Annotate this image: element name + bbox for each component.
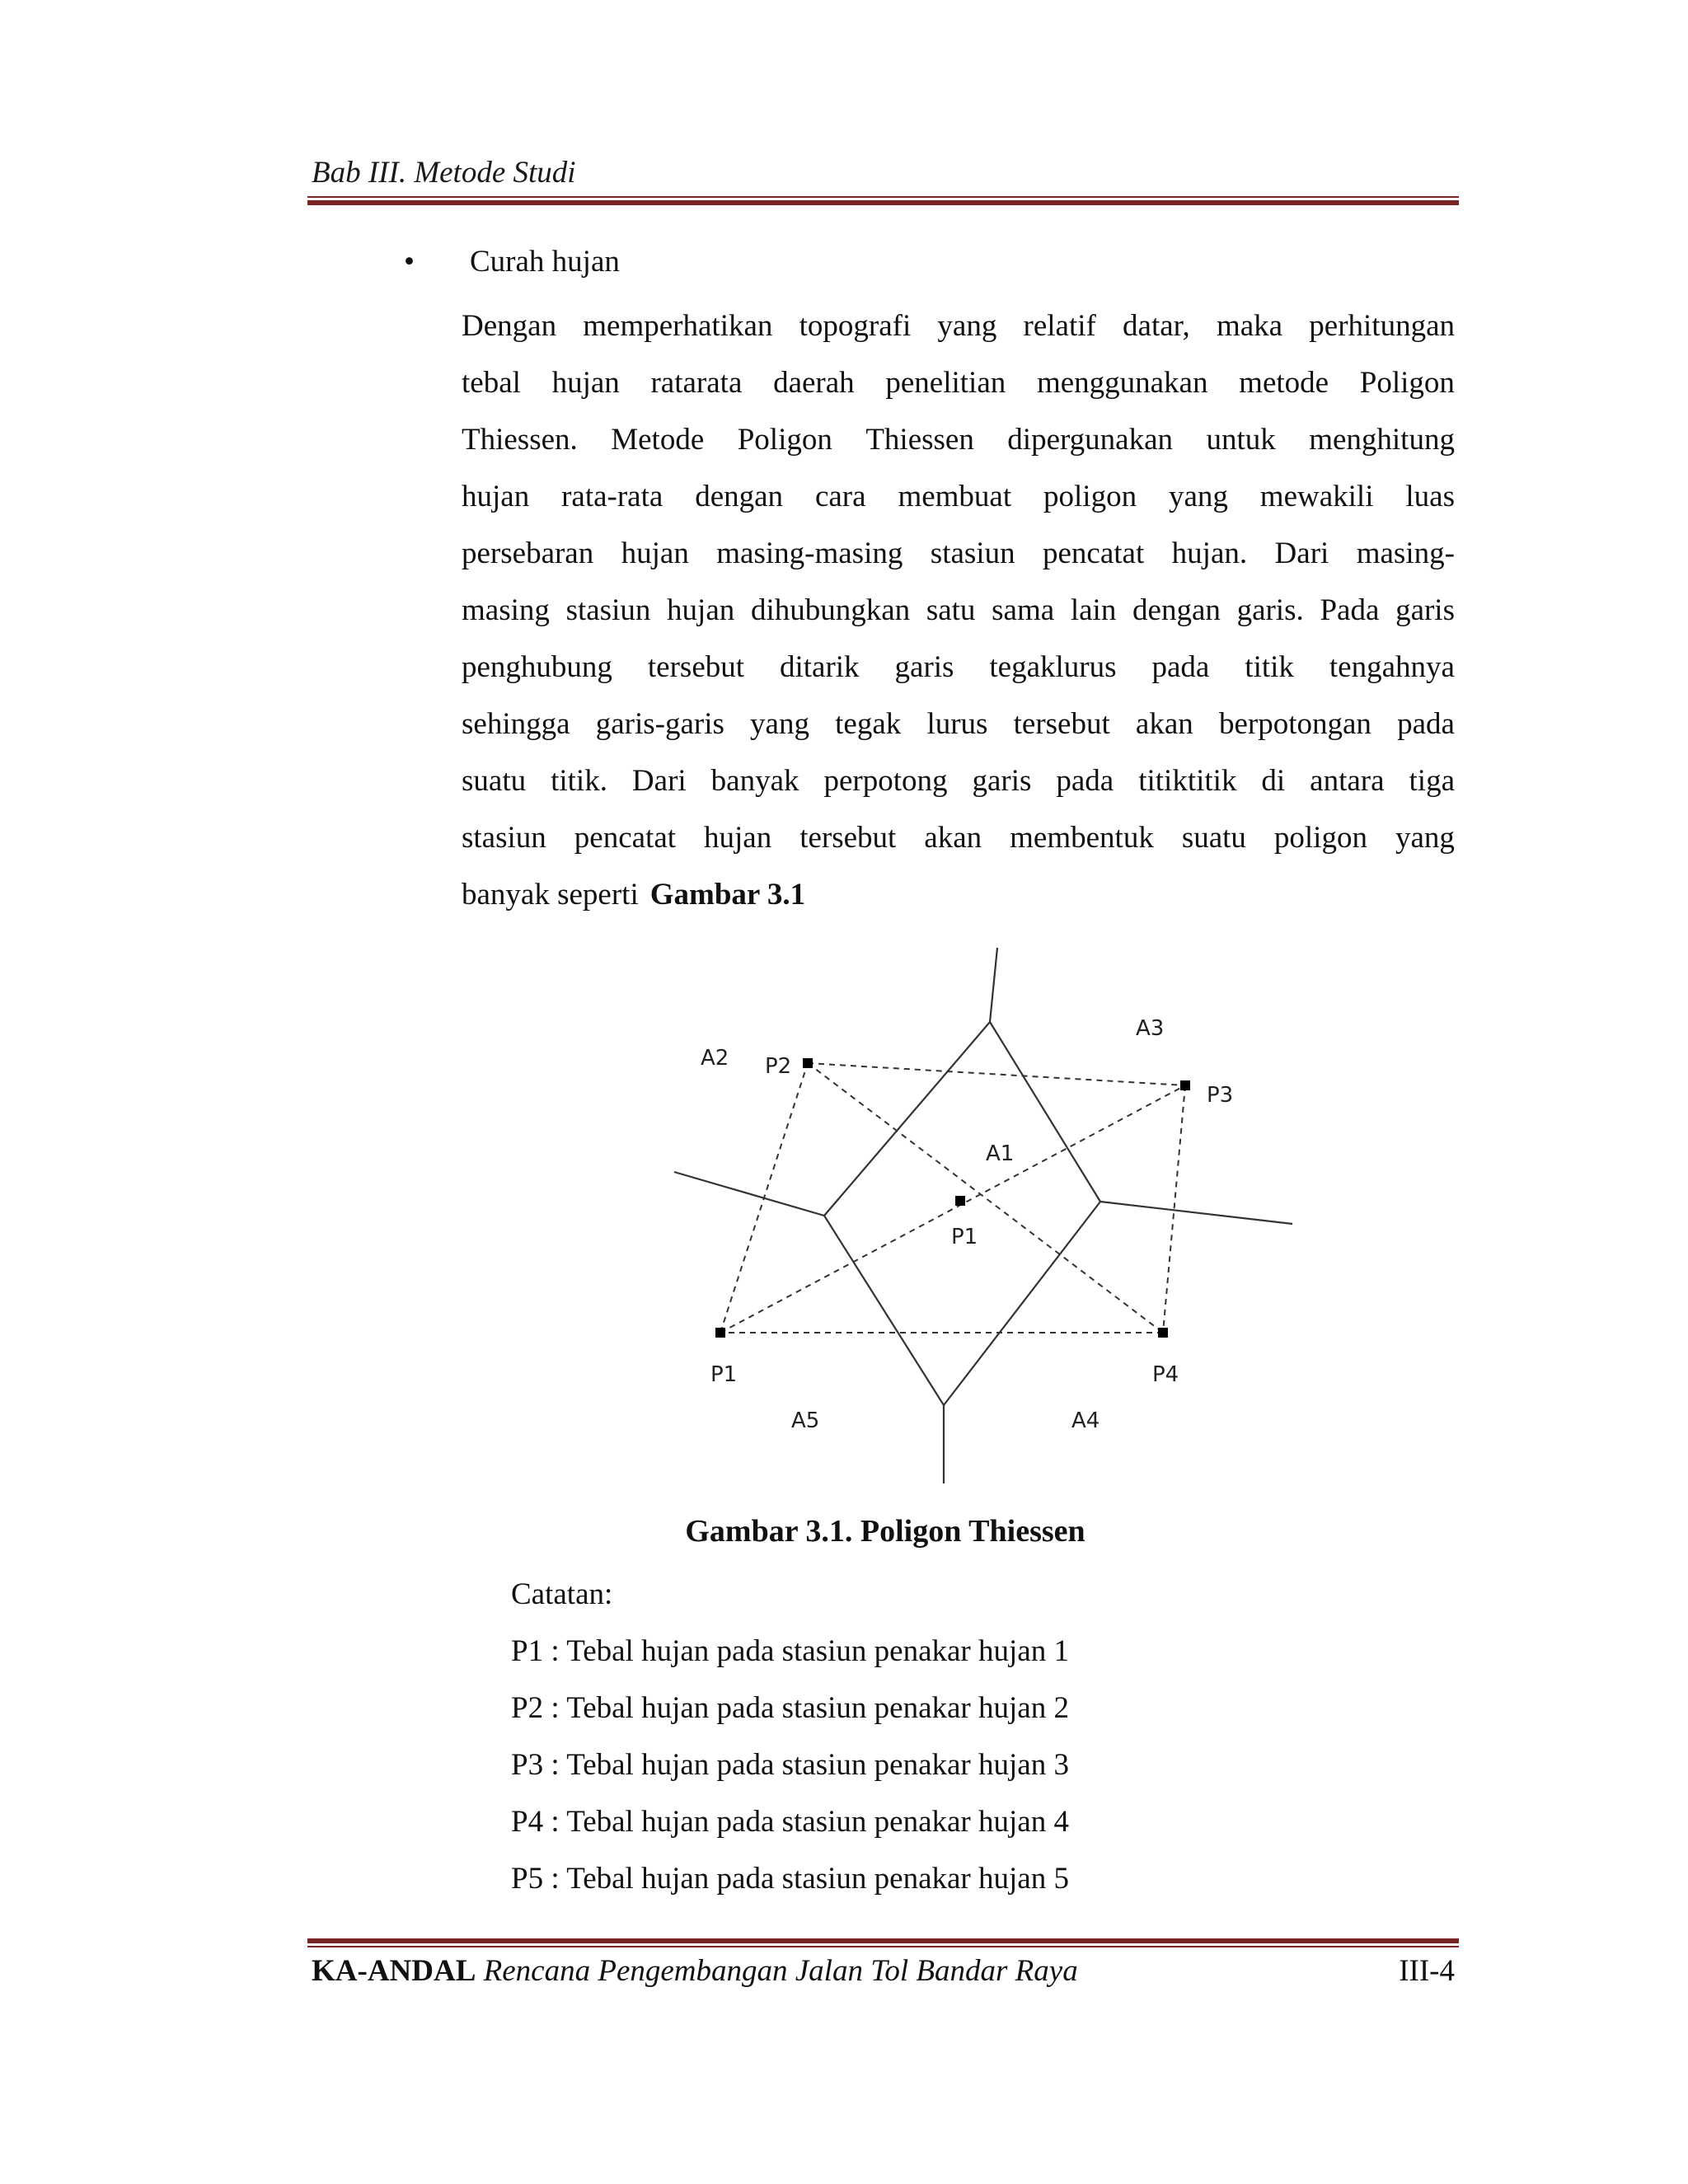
paragraph-word: membentuk (1010, 821, 1154, 855)
paragraph-word: stasiun (565, 593, 651, 627)
notes-item: P2 : Tebal hujan pada stasiun penakar hujan 2 (511, 1691, 1069, 1725)
connector-line (720, 1063, 808, 1333)
paragraph-word: metode (1239, 366, 1329, 400)
station-label-p1-center: P1 (951, 1225, 978, 1249)
paragraph-word: rata-rata (561, 480, 663, 513)
paragraph-line (462, 354, 1455, 411)
paragraph-word: menggunakan (1036, 366, 1208, 400)
paragraph-word: yang (937, 309, 997, 343)
paragraph-word: relatif (1023, 309, 1096, 343)
station-marker-p4 (1158, 1328, 1168, 1338)
paragraph-word: Metode (611, 423, 705, 457)
paragraph-word: pencatat (1043, 537, 1145, 570)
notes-title: Catatan: (511, 1577, 613, 1611)
paragraph-word: tersebut (647, 650, 745, 684)
paragraph-line (462, 582, 1455, 639)
page-number: III-4 (1399, 1954, 1455, 1988)
station-label-p2: P2 (765, 1054, 792, 1079)
bullet-icon: • (404, 245, 415, 279)
paragraph-last-text: banyak seperti (462, 878, 639, 912)
station-label-p1: P1 (710, 1362, 738, 1387)
polygon-ray (990, 948, 997, 1022)
notes-item: P3 : Tebal hujan pada stasiun penakar hujan 3 (511, 1748, 1069, 1782)
paragraph-line (462, 639, 1455, 696)
paragraph-word: hujan. (1171, 537, 1248, 570)
paragraph-word: suatu (1181, 821, 1246, 855)
station-markers (715, 1058, 1190, 1338)
paragraph-word: poligon (1043, 480, 1137, 513)
paragraph-word: cara (814, 480, 866, 513)
paragraph-word: suatu (462, 764, 527, 798)
paragraph-word: stasiun (930, 537, 1015, 570)
paragraph-word: persebaran (462, 537, 594, 570)
paragraph-word: datar, (1123, 309, 1190, 343)
paragraph-word: Poligon (1359, 366, 1455, 400)
paragraph-word: dengan (695, 480, 784, 513)
paragraph-word: hujan (551, 366, 620, 400)
paragraph-word: garis (1395, 593, 1455, 627)
body-paragraph (462, 298, 1455, 923)
figure-caption: Gambar 3.1. Poligon Thiessen (685, 1514, 1085, 1549)
thiessen-polygon-figure (659, 940, 1311, 1492)
polygon-edge (990, 1022, 1100, 1202)
paragraph-word: menghitung (1309, 423, 1455, 457)
header-rule-bottom (307, 200, 1459, 205)
paragraph-word: pencatat (574, 821, 677, 855)
paragraph-word: ditarik (779, 650, 860, 684)
paragraph-word: memperhatikan (583, 309, 773, 343)
paragraph-word: poligon (1273, 821, 1367, 855)
paragraph-line (462, 696, 1455, 752)
paragraph-word: Dari (1274, 537, 1329, 570)
paragraph-word: Pada (1320, 593, 1380, 627)
paragraph-word: titik. (551, 764, 607, 798)
polygon-edge (824, 1216, 944, 1405)
notes-item: P4 : Tebal hujan pada stasiun penakar hujan 4 (511, 1805, 1069, 1839)
area-label-a5: A5 (791, 1408, 820, 1433)
paragraph-word: garis-garis (595, 707, 724, 741)
section-title: Curah hujan (470, 245, 620, 279)
paragraph-word: garis (972, 764, 1032, 798)
paragraph-word: pada (1056, 764, 1114, 798)
polygon-ray (674, 1172, 824, 1216)
paragraph-word: Thiessen. (462, 423, 578, 457)
paragraph-word: garis (894, 650, 954, 684)
polygon-edge (824, 1022, 990, 1216)
paragraph-word: membuat (898, 480, 1012, 513)
paragraph-word: tebal (462, 366, 521, 400)
paragraph-word: dipergunakan (1007, 423, 1173, 457)
station-connectors (720, 1063, 1185, 1333)
paragraph-word: stasiun (462, 821, 546, 855)
paragraph-word: tiga (1409, 764, 1455, 798)
paragraph-word: penghubung (462, 650, 612, 684)
paragraph-word: masing (462, 593, 550, 627)
paragraph-word: lain (1070, 593, 1117, 627)
paragraph-word: titik (1245, 650, 1294, 684)
paragraph-line (462, 411, 1455, 468)
paragraph-word: berpotongan (1218, 707, 1372, 741)
connector-line (808, 1063, 1163, 1333)
station-marker-p3 (1180, 1080, 1190, 1090)
paragraph-word: akan (1135, 707, 1193, 741)
paragraph-word: titiktitik (1138, 764, 1237, 798)
paragraph-line (462, 752, 1455, 809)
area-label-a1: A1 (986, 1141, 1015, 1166)
paragraph-word: Dengan (462, 309, 557, 343)
footer-org: KA-ANDAL (312, 1954, 476, 1988)
paragraph-word: dengan (1132, 593, 1221, 627)
paragraph-line (462, 298, 1455, 354)
area-label-a2: A2 (701, 1046, 729, 1071)
paragraph-word: lurus (926, 707, 988, 741)
paragraph-word: luas (1405, 480, 1455, 513)
paragraph-last-line (462, 866, 1455, 923)
paragraph-word: antara (1310, 764, 1385, 798)
paragraph-word: mewakili (1259, 480, 1374, 513)
paragraph-word: hujan (704, 821, 772, 855)
paragraph-word: Poligon (737, 423, 832, 457)
paragraph-word: yang (1168, 480, 1228, 513)
paragraph-word: masing- (1356, 537, 1455, 570)
header-rule-top (307, 196, 1459, 198)
paragraph-line (462, 809, 1455, 866)
paragraph-word: hujan (667, 593, 735, 627)
paragraph-line (462, 468, 1455, 525)
paragraph-word: Thiessen (865, 423, 974, 457)
station-label-p3: P3 (1207, 1083, 1234, 1108)
paragraph-word: topografi (799, 309, 912, 343)
paragraph-word: yang (1395, 821, 1455, 855)
page-footer (312, 1953, 1455, 1989)
polygon-ray (1100, 1202, 1292, 1224)
paragraph-word: tersebut (1013, 707, 1110, 741)
paragraph-word: hujan (462, 480, 530, 513)
paragraph-word: hujan (621, 537, 689, 570)
notes-item: P5 : Tebal hujan pada stasiun penakar hujan 5 (511, 1862, 1069, 1896)
page-header-title: Bab III. Metode Studi (312, 156, 576, 190)
paragraph-word: tersebut (799, 821, 897, 855)
paragraph-word: ratarata (650, 366, 743, 400)
paragraph-word: Dari (631, 764, 687, 798)
paragraph-word: pada (1151, 650, 1210, 684)
paragraph-word: sama (992, 593, 1055, 627)
paragraph-word: sehingga (462, 707, 570, 741)
paragraph-word: maka (1216, 309, 1283, 343)
polygon-edges (674, 948, 1292, 1483)
paragraph-word: yang (750, 707, 809, 741)
paragraph-word: perpotong (823, 764, 948, 798)
thiessen-polygon-diagram (659, 940, 1311, 1492)
station-label-p4: P4 (1152, 1362, 1179, 1387)
footer-rule-bottom (307, 1946, 1459, 1947)
paragraph-word: untuk (1206, 423, 1276, 457)
footer-project: Rencana Pengembangan Jalan Tol Bandar Raya (483, 1954, 1078, 1988)
station-marker-p1-center (955, 1196, 965, 1206)
paragraph-word: akan (924, 821, 982, 855)
paragraph-word: tengahnya (1329, 650, 1455, 684)
paragraph-word: garis. (1236, 593, 1304, 627)
paragraph-word: tegaklurus (989, 650, 1117, 684)
connector-line (808, 1063, 1185, 1085)
paragraph-word: daerah (773, 366, 855, 400)
paragraph-word: banyak (710, 764, 799, 798)
paragraph-line (462, 525, 1455, 582)
notes-item: P1 : Tebal hujan pada stasiun penakar hujan 1 (511, 1634, 1069, 1668)
station-marker-p2 (803, 1058, 813, 1068)
paragraph-word: dihubungkan (750, 593, 911, 627)
paragraph-word: masing-masing (716, 537, 903, 570)
notes-block (511, 1566, 1069, 1907)
figure-reference: Gambar 3.1 (649, 878, 806, 912)
area-label-a4: A4 (1071, 1408, 1100, 1433)
area-label-a3: A3 (1136, 1016, 1165, 1041)
paragraph-word: satu (926, 593, 976, 627)
paragraph-word: perhitungan (1309, 309, 1455, 343)
paragraph-word: penelitian (885, 366, 1006, 400)
paragraph-word: tegak (835, 707, 902, 741)
paragraph-word: di (1261, 764, 1286, 798)
paragraph-word: pada (1397, 707, 1455, 741)
station-marker-p1 (715, 1328, 725, 1338)
connector-line (720, 1085, 1185, 1333)
footer-rule-top (307, 1938, 1459, 1943)
